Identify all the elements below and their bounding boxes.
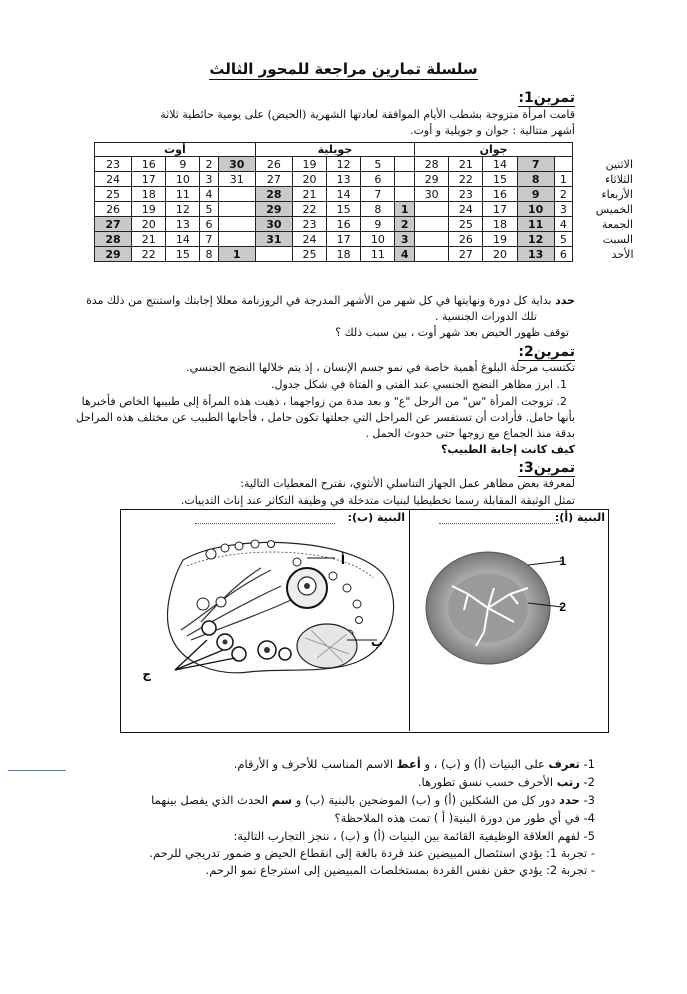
calendar-cell: 15 bbox=[327, 202, 361, 217]
calendar-row bbox=[95, 247, 637, 262]
weekday-label: الخميس bbox=[595, 202, 633, 216]
exercise-3-heading: تمرين3: bbox=[518, 460, 575, 476]
calendar-cell: 11 bbox=[361, 247, 395, 262]
calendar-cell: 27 bbox=[449, 247, 483, 262]
calendar-cell: 30 bbox=[415, 187, 449, 202]
calendar-cell bbox=[415, 202, 449, 217]
calendar-cell: 6 bbox=[554, 247, 572, 262]
calendar-cell: 13 bbox=[166, 217, 200, 232]
calendar-cell: 7 bbox=[361, 187, 395, 202]
calendar-cell: 20 bbox=[483, 247, 517, 262]
calendar-cell: 29 bbox=[255, 202, 292, 217]
calendar-cell: 14 bbox=[327, 187, 361, 202]
calendar-cell: 20 bbox=[132, 217, 166, 232]
calendar-cell: 18 bbox=[327, 247, 361, 262]
calendar-cell: 10 bbox=[517, 202, 554, 217]
calendar-cell bbox=[395, 157, 415, 172]
calendar-cell: 21 bbox=[132, 232, 166, 247]
calendar-cell: 18 bbox=[132, 187, 166, 202]
month-august: أوت bbox=[95, 143, 256, 157]
ex3-experiment-1: - تجربة 1: يؤدي استئصال المبيضين عند قردة بالغة إلى انقطاع الحيض و ضمور تدريجي للرحم. bbox=[149, 846, 595, 860]
calendar-cell: 4 bbox=[554, 217, 572, 232]
calendar-cell: 19 bbox=[483, 232, 517, 247]
structure-a-label-dots bbox=[439, 523, 559, 524]
ex1-question-1-cont: تلك الدورات الجنسية . bbox=[434, 310, 537, 323]
structure-b-label-dots bbox=[195, 523, 335, 524]
structure-a-label: البنية (أ): bbox=[554, 511, 605, 524]
calendar-row bbox=[95, 232, 637, 247]
calendar-cell: 8 bbox=[200, 247, 218, 262]
calendar-cell: 4 bbox=[395, 247, 415, 262]
ex3-intro-line-1: لمعرفة بعض مظاهر عمل الجهاز التناسلي الأنثوي، نقترح المعطيات التالية: bbox=[240, 477, 575, 490]
calendar-cell bbox=[395, 187, 415, 202]
calendar-cell: 9 bbox=[361, 217, 395, 232]
calendar-cell: 3 bbox=[200, 172, 218, 187]
calendar-cell: 7 bbox=[517, 157, 554, 172]
calendar-cell: 14 bbox=[483, 157, 517, 172]
calendar-cell: 28 bbox=[95, 232, 132, 247]
ex3-question-3: 3- حدد دور كل من الشكلين (أ) و (ب) الموضحين بالبنية (ب) و سم الحدث الذي يفصل بينهما bbox=[151, 793, 595, 807]
calendar-cell: 31 bbox=[218, 172, 255, 187]
calendar-cell: 18 bbox=[483, 217, 517, 232]
calendar-cell: 16 bbox=[483, 187, 517, 202]
month-july: جويلية bbox=[255, 143, 414, 157]
calendar-cell: 9 bbox=[517, 187, 554, 202]
ex1-intro-line-2: أشهر متتالية : جوان و جويلية و أوت. bbox=[410, 124, 575, 137]
calendar-cell: 27 bbox=[255, 172, 292, 187]
calendar-cell: 3 bbox=[554, 202, 572, 217]
calendar-row bbox=[95, 202, 637, 217]
calendar-cell: 29 bbox=[415, 172, 449, 187]
calendar-cell: 10 bbox=[166, 172, 200, 187]
calendar-cell: 25 bbox=[95, 187, 132, 202]
calendar-cell bbox=[218, 217, 255, 232]
calendar-cell: 19 bbox=[132, 202, 166, 217]
calendar-cell: 24 bbox=[95, 172, 132, 187]
calendar-cell: 29 bbox=[95, 247, 132, 262]
calendar-cell: 2 bbox=[554, 187, 572, 202]
calendar-cell: 1 bbox=[395, 202, 415, 217]
calendar-cell: 3 bbox=[395, 232, 415, 247]
calendar-cell: 26 bbox=[449, 232, 483, 247]
calendar-cell: 7 bbox=[200, 232, 218, 247]
ex1-question-1: حدد بداية كل دورة ونهايتها في كل شهر من الأشهر المدرجة في الروزنامة معللا إجابتك واستنتج من ذلك مدة bbox=[86, 294, 575, 307]
calendar-cell bbox=[554, 157, 572, 172]
exercise-1-heading: تمرين1: bbox=[518, 90, 575, 106]
calendar-cell: 5 bbox=[200, 202, 218, 217]
ex2-question-2-cont: بأنها حامل. فأرادت أن تستفسر عن المراحل التي جعلتها تكون حامل ، فأجابها الطبيب عن مختلف هذه المراحل bbox=[75, 411, 575, 424]
calendar-cell: 15 bbox=[166, 247, 200, 262]
calendar-cell bbox=[415, 247, 449, 262]
calendar-cell: 21 bbox=[449, 157, 483, 172]
ex2-question-1: 1. ابرز مظاهر النضج الجنسي عند الفتى و الفتاة في شكل جدول. bbox=[270, 378, 567, 391]
calendar-cell: 17 bbox=[132, 172, 166, 187]
stray-blue-line bbox=[8, 770, 66, 771]
calendar-cell: 30 bbox=[255, 217, 292, 232]
ex2-intro: تكتسب مرحلة البلوغ أهمية خاصة في نمو جسم الإنسان ، إذ يتم خلالها النضج الجنسي. bbox=[186, 361, 575, 374]
calendar-cell: 10 bbox=[361, 232, 395, 247]
ex3-question-1: 1- تعرف على البنيات (أ) و (ب) ، و أعط الاسم المناسب للأحرف و الأرقام. bbox=[233, 757, 595, 771]
calendar-cell: 16 bbox=[132, 157, 166, 172]
page-title: سلسلة تمارين مراجعة للمحور الثالث bbox=[209, 60, 478, 78]
calendar-cell: 5 bbox=[554, 232, 572, 247]
calendar-cell: 1 bbox=[218, 247, 255, 262]
weekday-label: الجمعة bbox=[601, 217, 633, 231]
calendar-cell: 19 bbox=[292, 157, 326, 172]
calendar-cell bbox=[415, 232, 449, 247]
weekday-label: الأحد bbox=[611, 247, 634, 261]
calendar-cell: 11 bbox=[166, 187, 200, 202]
calendar-cell: 12 bbox=[327, 157, 361, 172]
weekday-label: الثلاثاء bbox=[605, 172, 633, 186]
calendar-row bbox=[95, 217, 637, 232]
calendar-cell bbox=[415, 217, 449, 232]
calendar-cell: 23 bbox=[292, 217, 326, 232]
calendar-cell bbox=[218, 202, 255, 217]
ex2-question-2-prompt: كيف كانت إجابة الطبيب؟ bbox=[440, 443, 575, 456]
calendar-cell bbox=[255, 247, 292, 262]
ex1-question-2: توقف ظهور الحيض بعد شهر أوت ، بين سبب ذلك ؟ bbox=[335, 326, 569, 339]
calendar-cell: 21 bbox=[292, 187, 326, 202]
calendar-cell: 2 bbox=[200, 157, 218, 172]
day-header-blank bbox=[573, 143, 637, 157]
calendar-cell: 15 bbox=[483, 172, 517, 187]
ovary-section-diagram bbox=[121, 530, 409, 730]
weekday-label: الاثنين bbox=[605, 157, 633, 171]
calendar-cell: 22 bbox=[449, 172, 483, 187]
ex3-question-4: 4- في أي طور من دورة البنية( أ ) تمت هذه الملاحظة؟ bbox=[334, 811, 595, 825]
calendar-cell: 25 bbox=[449, 217, 483, 232]
uterus-section-diagram bbox=[410, 530, 606, 730]
calendar-cell: 8 bbox=[517, 172, 554, 187]
ovary-label-alef: أ bbox=[340, 553, 345, 567]
calendar-cell: 17 bbox=[327, 232, 361, 247]
calendar-cell: 28 bbox=[415, 157, 449, 172]
calendar-cell: 23 bbox=[95, 157, 132, 172]
calendar-cell: 16 bbox=[327, 217, 361, 232]
calendar-cell bbox=[218, 187, 255, 202]
calendar-cell: 20 bbox=[292, 172, 326, 187]
weekday-label: الأربعاء bbox=[601, 187, 633, 201]
structure-b-label: البنية (ب): bbox=[347, 511, 405, 524]
month-june: جوان bbox=[415, 143, 573, 157]
calendar-cell: 22 bbox=[292, 202, 326, 217]
calendar-row bbox=[95, 172, 637, 187]
calendar-row bbox=[95, 187, 637, 202]
ex3-experiment-2: - تجربة 2: يؤدي حقن نفس القردة بمستخلصات المبيضين إلى استرجاع نمو الرحم. bbox=[205, 863, 595, 877]
ex2-question-2-cont2: بدقة منذ الجماع مع زوجها حتى حدوث الحمل . bbox=[365, 427, 575, 440]
calendar-cell: 24 bbox=[449, 202, 483, 217]
calendar-cell: 8 bbox=[361, 202, 395, 217]
calendar-cell: 9 bbox=[166, 157, 200, 172]
calendar-cell: 13 bbox=[327, 172, 361, 187]
calendar-cell: 2 bbox=[395, 217, 415, 232]
calendar-cell bbox=[218, 232, 255, 247]
label-line-1 bbox=[528, 561, 562, 565]
calendar-cell: 1 bbox=[554, 172, 572, 187]
calendar-cell: 26 bbox=[255, 157, 292, 172]
calendar-cell: 25 bbox=[292, 247, 326, 262]
uterus-label-2: 2 bbox=[559, 600, 566, 614]
ovary-label-ba: ب bbox=[370, 635, 383, 649]
calendar-cell: 23 bbox=[449, 187, 483, 202]
calendar-table bbox=[94, 142, 637, 262]
calendar-cell bbox=[395, 172, 415, 187]
ex3-question-2: 2- رتب الأحرف حسب نسق تطورها. bbox=[417, 775, 595, 789]
ex3-intro-line-2: تمثل الوثيقة المقابلة رسما تخطيطيا لبنيات متدخلة في وظيفة التكاثر عند إناث الثدييات. bbox=[180, 494, 575, 507]
calendar-cell: 12 bbox=[517, 232, 554, 247]
calendar-cell: 17 bbox=[483, 202, 517, 217]
ovary-label-jim: ج bbox=[142, 667, 151, 681]
calendar-row bbox=[95, 157, 637, 172]
calendar-cell: 24 bbox=[292, 232, 326, 247]
uterus-label-1: 1 bbox=[559, 554, 566, 568]
calendar-cell: 6 bbox=[361, 172, 395, 187]
ex1-intro-line-1: قامت امرأة متزوجة بشطب الأيام الموافقة لعادتها الشهرية (الحيض) على يومية حائطية ثلاثة bbox=[160, 108, 575, 121]
calendar-cell: 13 bbox=[517, 247, 554, 262]
calendar-cell: 4 bbox=[200, 187, 218, 202]
calendar-cell: 14 bbox=[166, 232, 200, 247]
calendar-cell: 5 bbox=[361, 157, 395, 172]
calendar-cell: 22 bbox=[132, 247, 166, 262]
ex3-question-5: 5- لفهم العلاقة الوظيفية القائمة بين البنيات (أ) و (ب) ، ننجز التجارب التالية: bbox=[233, 829, 595, 843]
calendar-cell: 26 bbox=[95, 202, 132, 217]
ex2-question-2: 2. تزوجت المرأة "س" من الرجل "ع" و بعد مدة من زواجهما ، ذهبت هذه المرأة إلى طبيبها الخاص فأخبرها bbox=[81, 395, 567, 408]
weekday-label: السبت bbox=[602, 232, 633, 246]
calendar-cell: 27 bbox=[95, 217, 132, 232]
calendar-cell: 30 bbox=[218, 157, 255, 172]
calendar-cell: 12 bbox=[166, 202, 200, 217]
exercise-2-heading: تمرين2: bbox=[518, 344, 575, 360]
calendar-cell: 11 bbox=[517, 217, 554, 232]
calendar-cell: 31 bbox=[255, 232, 292, 247]
calendar-cell: 6 bbox=[200, 217, 218, 232]
calendar-cell: 28 bbox=[255, 187, 292, 202]
